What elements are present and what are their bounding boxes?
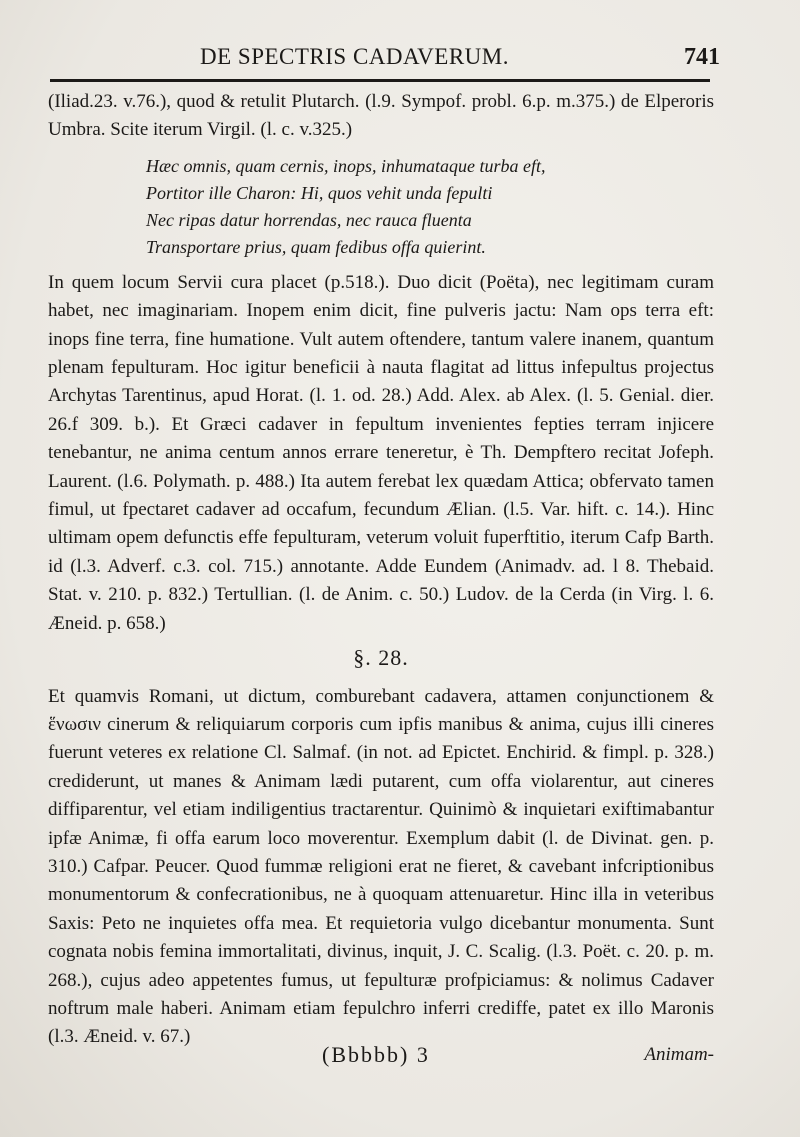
verse-quotation (146, 153, 714, 261)
verse-line: Hæc omnis, quam cernis, inops, inhumataque turba eft, (146, 155, 546, 176)
signature-mark: (Bbbbb) 3 (322, 1042, 430, 1067)
commentary-paragraph: In quem locum Servii cura placet (p.518.). Duo dicit (Poëta), nec legitimam curam habet, nec imaginariam. Inopem enim dicit, fine pulveris jactu: Nam ops terra eft: inops fine terra, fine humatione. Vult autem oftendere, tantum valere inanem, quantum plenam fepulturam. Hoc igitur beneficii à nauta flagitat ad littus infepultus projectus Archytas Tarentinus, apud Horat. (l. 1. od. 28.) Add. Alex. ab Alex. (l. 5. Genial. dier. 26.f 309. b.). Et Græci cadaver in fepultum invenientes fepties terram injicere tenebantur, ne anima centum annos errare teneretur, è Th. Dempftero recitat Jofeph. Laurent. (l.6. Polymath. p. 488.) Ita autem ferebat lex quædam Attica; obfervato tamen fimul, ut fpectaret cadaver ad occafum, fecundum Ælian. (l.5. Var. hift. c. 14.). Hinc ultimam opem defunctis effe fepulturam, veterum voluit fuperftitio, iterum Cafp Barth. id (l.3. Adverf. c.3. col. 715.) annotante. Adde Eundem (Animadv. ad. l 8. Thebaid. Stat. v. 210. p. 832.) Tertullian. (l. de Anim. c. 50.) Ludov. de la Cerda (in Virg. l. 6. Æneid. p. 658.) (48, 271, 714, 634)
page-body (48, 88, 714, 1052)
page-header (60, 44, 720, 76)
section-paragraph: Et quamvis Romani, ut dictum, comburebant cadavera, attamen conjunctionem & ἕνωσιν cinerum & reliquiarum corporis cum ipfis manibus & anima, cujus illi cineres fuerunt veteres ex relatione Cl. Salmaf. (in not. ad Epictet. Enchirid. & fimpl. p. 328.) crediderunt, ut manes & Animam lædi putarent, cum offa violarentur, aut cineres diffiparentur, vel etiam indiligentius tractarentur. Quinimò & inquietari exiftimabantur ipfæ Animæ, fi offa earum loco moverentur. Exemplum dabit (l. de Divinat. gen. p. 310.) Cafpar. Peucer. Quod fummæ religioni erat ne fieret, & cavebant infcriptionibus monumentorum & confecrationibus, ne à quoquam attenuaretur. Hinc illa in veteribus Saxis: Peto ne inquietes offa mea. Et requietoria vulgo dicebantur monumenta. Sunt cognata nobis femina immortalitati, divinus, inquit, J. C. Scalig. (l.3. Poët. c. 20. p. m. 268.), cujus adeo appetentes fumus, ut fepulturæ profpiciamus: & nolimus Cadaver noftrum male haberi. Animam etiam fepulchro inferri crediffe, patet ex illo Maronis (l.3. Æneid. v. 67.) (48, 685, 714, 1048)
opening-paragraph: (Iliad.23. v.76.), quod & retulit Plutarch. (l.9. Sympof. probl. 6.p. m.375.) de Elperoris Umbra. Scite iterum Virgil. (l. c. v.325.) (48, 91, 714, 141)
verse-line: Portitor ille Charon: Hi, quos vehit unda fepulti (146, 182, 493, 203)
verse-line: Transportare prius, quam fedibus offa quierint. (146, 236, 486, 257)
running-head: DE SPECTRIS CADAVERUM. (200, 44, 509, 69)
page-footer (48, 1042, 714, 1076)
page-number: 741 (684, 44, 720, 70)
section-heading: §. 28. (353, 645, 409, 671)
catchword: Animam- (644, 1044, 714, 1065)
verse-line: Nec ripas datur horrendas, nec rauca fluenta (146, 209, 472, 230)
header-rule (50, 79, 710, 82)
